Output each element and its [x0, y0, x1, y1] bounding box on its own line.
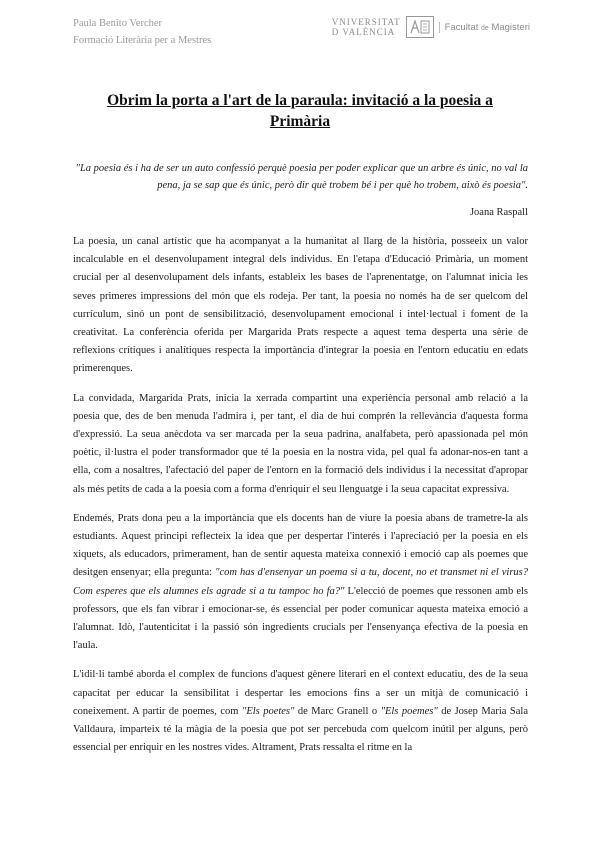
logo-faculty-word1: Facultat [444, 21, 479, 33]
logo-faculty-word3: Magisteri [491, 21, 530, 33]
epigraph-quote: "La poesia és i ha de ser un auto confessió perquè poesia per poder explicar que un arbre és únic, no val la pena, ja se sap que és únic, però dir què trobem bé i per què ho trobem, això és poesia". [75, 163, 528, 191]
document-title: Obrim la porta a l'art de la paraula: invitació a la poesia a Primària [107, 92, 493, 130]
poem-title-els-poetes: "Els poetes" [241, 705, 295, 717]
poem-title-els-poemes: "Els poemes" [380, 705, 438, 717]
paragraph-4-text-b: de Marc Granell o [294, 705, 381, 717]
paragraph-1: La poesia, un canal artístic que ha acompanyat a la humanitat al llarg de la història, posseeix un valor incalculable en el desenvolupament integral dels individus. En l'etapa d'Educació Primària, un moment crucial per al desenvolupament dels infants, estableix les bases de l'aprenentatge, on l'alumnat inicia les seves primeres impressions del món que els rodeja. Per tant, la poesia no només ha de ser quelcom del currículum, sinó un pont de sensibilització, desenvolupament emocional i intel·lectual i foment de la creativitat. La conferència oferida per Margarida Prats respecte a aquest tema desperta una sèrie de reflexions crítiques i analítiques respecta la importància d'integrar la poesia en l'entorn educatiu en edats primerenques. [73, 236, 528, 375]
header-course: Formació Literària per a Mestres [73, 35, 212, 46]
logo-university-line1: VNIVERSITAT [331, 17, 401, 27]
logo-faculty-name [439, 22, 530, 33]
paragraph-3-inline-quote: "com has d'ensenyar un poema si a tu, docent, no et transmet ni el virus? Com esperes que els alumnes els agrade si a tu tampoc ho fa?" [73, 567, 528, 597]
logo-university-line2: D VALÈNCIA [331, 27, 396, 37]
logo-faculty-word2: de [481, 24, 489, 32]
epigraph-author: Joana Raspall [469, 207, 528, 218]
document-body [73, 233, 528, 768]
paragraph-3-text-b: L'elecció de poemes que ressonen amb els professors, que els fan vibrar i emocionar-se, és essencial per poder comunicar aquesta mateixa emoció a l'alumnat. Idò, l'autenticitat i la passió són ingredients crucials per l'ensenyança efectiva de la poesia en l'aula. [73, 585, 528, 652]
paragraph-4-text-c: de Josep Maria Sala Valldaura, imparteix té la màgia de la poesia que pot ser percebuda com quelcom inútil per alguns, però essencial per enriquir en les nostres vides. Altrament, Prats ressalta el ritme en la [73, 705, 529, 754]
paragraph-4 [73, 666, 528, 757]
logo-university-name [332, 17, 401, 37]
page-header [73, 15, 211, 49]
header-author: Paula Benito Vercher [73, 18, 163, 29]
university-logo [332, 16, 530, 38]
paragraph-2: La convidada, Margarida Prats, inicia la xerrada compartint una experiència personal amb relació a la poesia que, des de ben menuda l'admira i, per tant, el dia de hui comprén la rellevància d'aquesta forma d'expressió. La seua anècdota va ser marcada per la seua padrina, analfabeta, però apassionada pel món poètic, il·lustra el poder transformador que té la poesia en la nostra vida, pel qual fa adonar-nos-en tant a ella, com a nosaltres, l'afectació del paper de l'entorn en la formació dels individus i la necessitat d'apropar als més petits de cada a la poesia com a forma d'enriquir el seu llenguatge i la seua capacitat expressiva. [73, 392, 528, 495]
paragraph-3 [73, 510, 528, 656]
paragraph-4-text-a: L'idil·li també aborda el complex de funcions d'aquest gènere literari en el context educatiu, des de la seua capacitat per educar la sensibilitat i despertar les emocions fins a ser un mitjà de comunicació i coneixement. A partir de poemes, com [73, 669, 528, 717]
paragraph-3-text-a: Endemés, Prats dona peu a la importància que els docents han de viure la poesia abans de trametre-la als estudiants. Aquest principi reflecteix la idea que per despertar l'interés i l'apreciació per la poesia en els xiquets, als educadors, primerament, han de sentir aquesta mateixa connexió i emoció cap als poemes que desitgen ensenyar; ella pregunta: [73, 512, 528, 579]
university-emblem-icon [406, 16, 434, 38]
